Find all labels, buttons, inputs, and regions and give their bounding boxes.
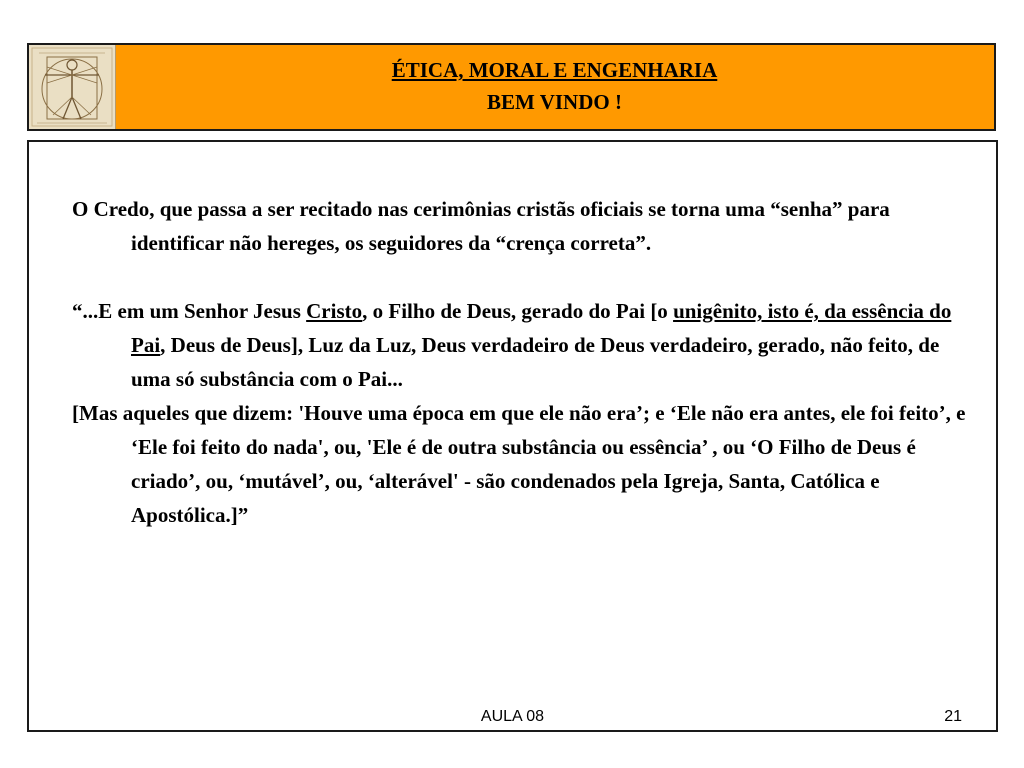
vitruvian-man-icon — [29, 45, 115, 129]
cristo-link[interactable]: Cristo — [306, 299, 363, 323]
quote-text-part-1: “...E em um Senhor Jesus — [72, 299, 307, 323]
paragraph-credo-quote — [72, 294, 982, 396]
unigenito-link[interactable]: unigênito, isto é, da essência do Pai — [131, 299, 952, 357]
slide-subtitle: BEM VINDO ! — [487, 90, 622, 114]
paragraph-anathema: [Mas aqueles que dizem: 'Houve uma época em que ele não era’; e ‘Ele não era antes, ele foi feito’, e ‘Ele foi feito do nada', ou, 'Ele é de outra substância ou essência’ , ou ‘O Filho de Deus é criado’, ou, ‘mutável’, ou, ‘alterável' - são condenados pela Igreja, Santa, Católica e Apostólica.]” — [72, 401, 966, 527]
quote-text-part-3: , Deus de Deus], Luz da Luz, Deus verdadeiro de Deus verdadeiro, gerado, não feito, de uma só substância com o Pai... — [131, 333, 940, 391]
slide-body — [72, 192, 982, 532]
paragraph-credo-intro: O Credo, que passa a ser recitado nas cerimônias cristãs oficiais se torna uma “senha” para identificar não hereges, os seguidores da “crença correta”. — [72, 197, 890, 255]
slide-header — [27, 43, 996, 131]
vitruvian-man-logo — [29, 45, 116, 129]
paragraph-spacer — [72, 260, 982, 294]
footer-lesson-label: AULA 08 — [480, 708, 545, 725]
slide-content-box — [27, 140, 998, 732]
footer-page-number: 21 — [944, 708, 962, 725]
slide-title: ÉTICA, MORAL E ENGENHARIA — [391, 58, 718, 82]
quote-text-part-2: , o Filho de Deus, gerado do Pai [o — [362, 299, 674, 323]
